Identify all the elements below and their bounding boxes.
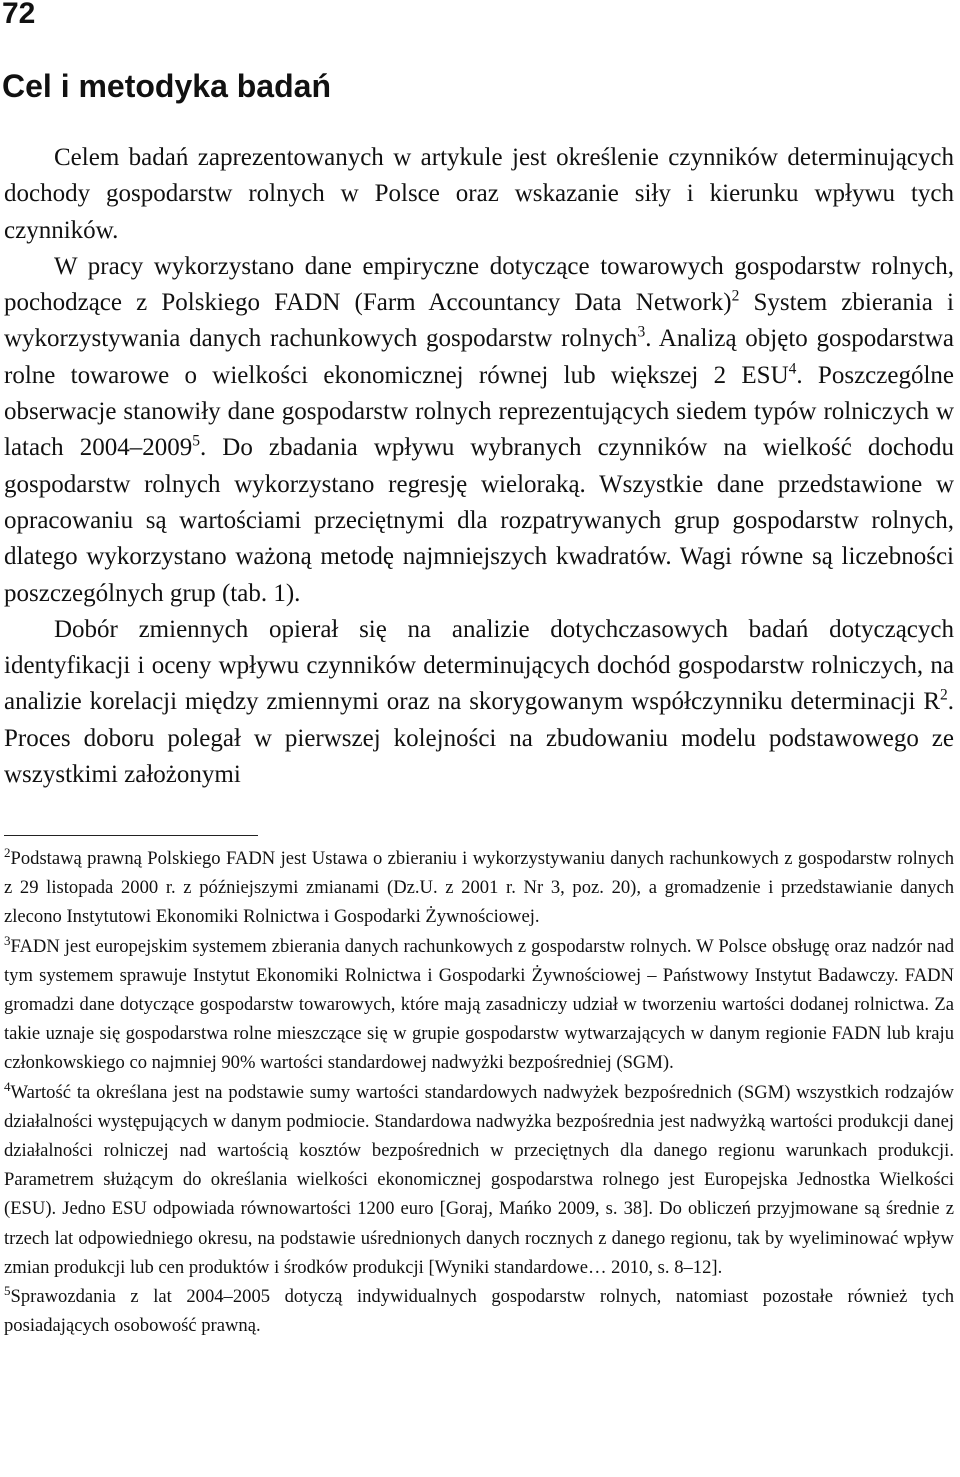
paragraph-aim	[4, 140, 954, 249]
footnote-divider	[4, 835, 258, 836]
footnotes	[4, 844, 954, 1340]
footnote-number: 2	[4, 844, 11, 860]
footnote-number: 3	[4, 932, 11, 948]
footnote-number: 4	[4, 1078, 11, 1094]
footnote-ref[interactable]: 4	[788, 360, 797, 378]
footnote-ref[interactable]: 5	[192, 433, 200, 451]
footnote-number: 5	[4, 1282, 11, 1298]
footnote-text: FADN jest europejskim systemem zbierania danych rachunkowych z gospodarstw rolnych. W Polsce obsługę oraz nadzór nad tym systemem sprawuje Instytut Ekonomiki Rolnictwa i Gospodarki Żywnościowej – Państwowy Instytut Badawczy. FADN gromadzi dane dotyczące gospodarstw towarowych, które mają zasadniczy udział w tworzeniu wartości dodanej rolnictwa. Za takie uznaje się gospodarstwa rolne mieszczące się w grupie gospodarstw wytwarzających w danym regionie FADN lub kraju członkowskiego co najmniej 90% wartości standardowej nadwyżki bezpośredniej (SGM).	[4, 935, 954, 1074]
paragraph-text: . Do zbadania wpływu wybranych czynników na wielkość dochodu gospodarstw rolnych wykorzystano regresję wieloraką. Wszystkie dane przedstawione w opracowaniu są wartościami przeciętnymi dla rozpatrywanych grup gospodarstw rolnych, dlatego wykorzystano ważoną metodę najmniejszych kwadratów. Wagi równe są liczebności poszczególnych grup (tab. 1).	[4, 434, 954, 607]
paragraph-variable-selection	[4, 612, 954, 793]
footnote-text: Sprawozdania z lat 2004–2005 dotyczą indywidualnych gospodarstw rolnych, natomiast pozostałe również tych posiadających osobowość prawną.	[4, 1286, 954, 1337]
paragraph-text: . Poszczególne obserwacje stanowiły dane gospodarstw rolnych reprezentujących siedem typów rolniczych w latach 2004–2009	[4, 361, 954, 462]
paragraph-text: . Proces doboru polegał w pierwszej kolejności na zbudowaniu modelu podstawowego ze wszystkimi założonymi	[4, 688, 954, 789]
paragraph-text: . Analizą objęto gospodarstwa rolne towarowe o wielkości ekonomicznej równej lub większej 2 ESU	[4, 325, 954, 389]
footnote-text: Podstawą prawną Polskiego FADN jest Ustawa o zbieraniu i wykorzystywaniu danych rachunkowych z gospodarstw rolnych z 29 listopada 2000 r. z późniejszymi zmianami (Dz.U. z 2001 r. Nr 3, poz. 20), a gromadzenie i przedstawianie danych zlecono Instytutowi Ekonomiki Rolnictwa i Gospodarki Żywnościowej.	[4, 848, 954, 928]
footnote-3	[4, 932, 954, 1078]
footnote-5	[4, 1282, 954, 1340]
footnote-4	[4, 1078, 954, 1282]
paragraph-text: Celem badań zaprezentowanych w artykule jest określenie czynników determinujących dochody gospodarstw rolnych w Polsce oraz wskazanie siły i kierunku wpływu tych czynników.	[4, 144, 954, 244]
paragraph-text: W pracy wykorzystano dane empiryczne dotyczące towarowych gospodarstw rolnych, pochodzące z Polskiego FADN (Farm Accountancy Data Network)	[4, 252, 954, 317]
paragraph-text: System zbierania i wykorzystywania danych rachunkowych gospodarstw rolnych	[4, 289, 954, 353]
section-title: Cel i metodyka badań	[2, 68, 331, 104]
body-text	[4, 140, 954, 793]
footnote-2	[4, 844, 954, 932]
page-number: 72	[2, 0, 36, 30]
footnote-ref[interactable]: 2	[731, 287, 740, 305]
superscript: 2	[940, 687, 948, 705]
paragraph-text: Dobór zmiennych opierał się na analizie dotychczasowych badań dotyczących identyfikacji i oceny wpływu czynników determinujących dochód gospodarstw rolniczych, na analizie korelacji między zmiennymi oraz na skorygowanym współczynniku determinacji R	[4, 615, 954, 716]
paragraph-data-source	[4, 249, 954, 612]
footnote-text: Wartość ta określana jest na podstawie sumy wartości standardowych nadwyżek bezpośrednich (SGM) wszystkich rodzajów działalności występujących w danym podmiocie. Standardowa nadwyżka bezpośrednia jest nadwyżką wartości produkcji danej działalności rolniczej nad wartością kosztów bezpośrednich w przeciętnych dla danego regionu warunkach produkcji. Parametrem służącym do określania wielkości ekonomicznej gospodarstwa rolnego jest Europejska Jednostka Wielkości (ESU). Jedno ESU odpowiada równowartości 1200 euro [Goraj, Mańko 2009, s. 38]. Do obliczeń przyjmowane są średnie z trzech lat odpowiedniego okresu, na podstawie uśrednionych danych rocznych z danego regionu, tak by wyeliminować wpływ zmian produkcji lub cen produktów i środków produkcji [Wyniki standardowe… 2010, s. 8–12].	[4, 1081, 954, 1278]
footnote-ref[interactable]: 3	[637, 324, 646, 342]
